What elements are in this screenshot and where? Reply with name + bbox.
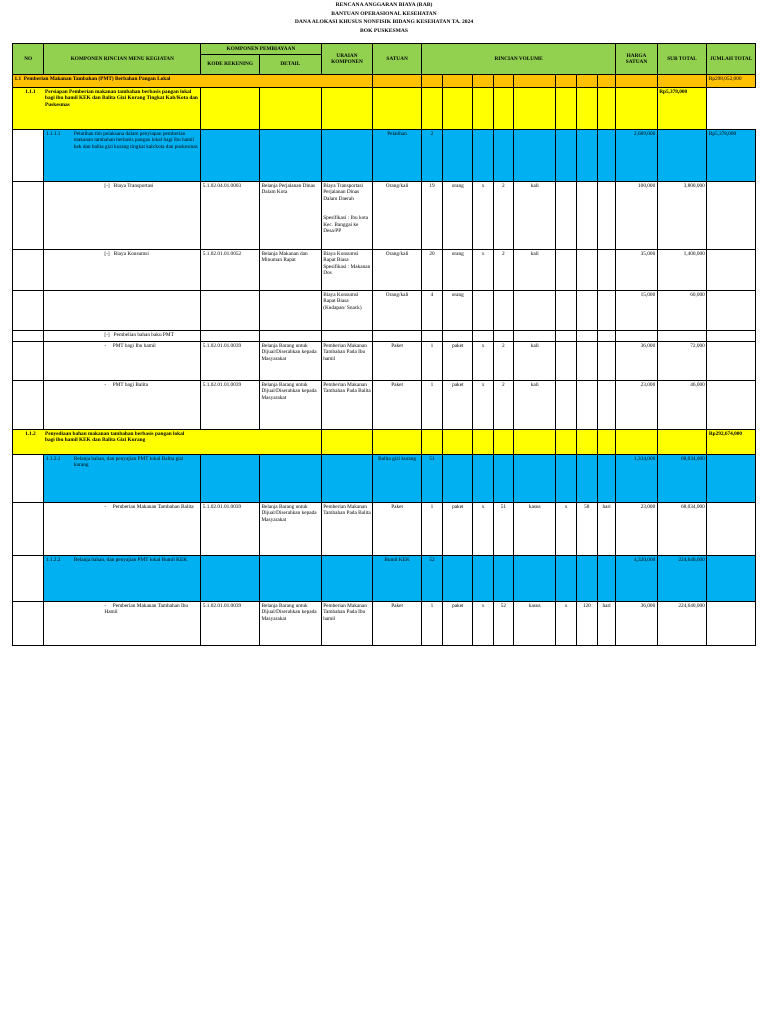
header-satuan: SATUAN [373,44,422,75]
row-title: PMT bagi Balita [112,382,148,388]
row-jumlah: Rp5,378,000 [707,130,756,182]
row-title: Pemberian Makanan Tambahan Balita [112,504,194,510]
row-x: x [473,182,493,250]
row-harga: 15,000 [616,291,657,331]
row-no: 1.1.2.2 [45,557,61,563]
title-line-4: BOK PUSKESMAS [359,27,409,34]
row-v2: 51 [493,503,513,556]
row-label [44,130,201,182]
row-jumlah: Rp298,052,000 [707,75,756,88]
uraian-line-1: Biaya Transportasi Perjalanan Dinas Dalam Daerah [323,183,364,202]
row-uraian: Pemberian Makanan Tambahan Pada Balita [321,381,373,430]
row-kode: 5.1.02.01.01.0039 [201,602,260,646]
row-title: Pelatihan tim pelaksana dalam penyiapan pemberian makanan tambahan berbasis pangan lokal bagi ibu hamil kek dan balita gizi kurang tingkat kab/kota dan puskesmas [73,131,198,150]
row-title: Persiapan Pemberian makanan tambahan berbasis pangan lokal bagi ibu hamil KEK dan Balita Gizi Kurang Tingkat Kab/Kota dan Puskesmas [45,89,198,108]
row-detail: Belanja Perjalanan Dinas Dalam Kota [259,182,321,250]
row-v3: 58 [576,503,597,556]
row-mark: - [104,504,107,510]
label-inner [46,456,199,469]
row-x2: x [556,503,576,556]
row-u1: paket [443,602,473,646]
row-no: 1.1.1.1 [45,131,61,137]
row-u2: kali [513,250,556,291]
row-label [13,88,201,130]
row-uraian: Pemberian Makanan Tambahan Pada Balita [321,503,373,556]
row-u2: kali [513,182,556,250]
row-v2: 2 [493,381,513,430]
table-row [13,88,756,130]
row-v3: 120 [576,602,597,646]
row-u2: kali [513,342,556,381]
row-mark: [-] [104,332,110,338]
row-volume: 2 [421,130,442,182]
row-title: Pembelian bahan baku PMT [113,332,174,338]
row-label [44,250,201,291]
row-harga: 1,334,000 [616,455,657,503]
row-v1: 1 [421,503,442,556]
row-harga: 100,000 [616,182,657,250]
table-row [13,331,756,342]
row-title: PMT bagi Ibu hamil [112,343,156,349]
row-no: 1.1.2 [25,431,36,437]
row-subtotal: 3,800,000 [657,182,707,250]
row-uraian: Biaya Konsumsi Rapat Biasa Spesifikasi : Makanan Dos [321,250,373,291]
row-harga: 35,000 [616,250,657,291]
row-subtotal: 224,640,000 [657,602,707,646]
row-label [44,342,201,381]
row-satuan: Paket [373,381,422,430]
label-inner [25,431,195,444]
row-no: 1.1 [14,76,22,82]
title-line-3: DANA ALOKASI KHUSUS NONFISIK BIDANG KESEHATAN TA. 2024 [294,19,474,25]
table-row [13,291,756,331]
row-v1: 19 [421,182,442,250]
row-volume: 51 [421,455,442,503]
row-harga: 36,000 [616,342,657,381]
row-mark: - [104,343,107,349]
table-row [13,182,756,250]
row-jumlah: Rp292,674,000 [707,430,756,455]
row-kode: 5.1.02.01.01.0039 [201,381,260,430]
row-detail: Belanja Barang untuk Dijual/Diserahkan kepada Masyarakat [259,602,321,646]
row-u2: kasus [513,503,556,556]
row-u3: hari [597,602,615,646]
row-v1: 1 [421,381,442,430]
row-title: Pemberian Makanan Tambahan (PMT) Berbahan Pangan Lokal [23,76,171,82]
row-kode: 5.1.02.01.01.0052 [201,250,260,291]
row-u1: orang [443,250,473,291]
row-u1: paket [443,381,473,430]
row-title: Belanja bahan, dan penyajian PMT lokal Balita gizi kurang [73,456,184,469]
row-x: x [473,602,493,646]
row-label [13,75,373,88]
row-mark: [-] [104,183,110,189]
row-v2: 2 [493,250,513,291]
header-kode-rekening: KODE REKENING [201,55,260,75]
row-v1: 1 [421,602,442,646]
header-no: NO [13,44,44,75]
row-v2: 2 [493,182,513,250]
title-line-1: RENCANA ANGGARAN BIAYA (RAB) [335,2,433,8]
table-row [13,381,756,430]
table-row [13,130,756,182]
row-subtotal: 72,000 [657,342,707,381]
row-u1: paket [443,503,473,556]
rab-table [12,43,756,646]
row-v2: 52 [493,602,513,646]
header-rincian-volume: RINCIAN VOLUME [421,44,615,75]
row-title: Biaya Konsumsi [113,251,149,257]
row-u1: paket [443,342,473,381]
row-uraian [321,182,373,250]
row-subtotal: 1,400,000 [657,250,707,291]
row-label [44,455,201,503]
header-jumlah-total: JUMLAH TOTAL [707,44,756,75]
row-subtotal: 68,034,000 [657,455,707,503]
row-harga: 23,000 [616,381,657,430]
label-inner [46,557,199,563]
row-subtotal: 46,000 [657,381,707,430]
row-satuan: Orang/kali [373,182,422,250]
row-kode: 5.1.02.01.01.0039 [201,342,260,381]
row-label [44,602,201,646]
row-u2: kali [513,381,556,430]
header-detail: DETAIL [259,55,321,75]
header-harga-satuan: HARGA SATUAN [616,44,657,75]
row-title: Belanja bahan, dan penyajian PMT lokal Bumil KEK [73,557,188,563]
table-row [13,503,756,556]
row-label [44,331,201,342]
header-komponen: KOMPONEN RINCIAN MENU KEGIATAN [44,44,201,75]
row-subtotal: 60,000 [657,291,707,331]
row-u1: orang [443,182,473,250]
row-satuan: Balita gizi kurang [373,455,422,503]
row-jumlah: Rp5,378,000 [657,88,707,130]
header-pembiayaan: KOMPONEN PEMBIAYAAN [201,44,321,55]
row-satuan: Bumil KEK [373,556,422,602]
row-harga: 36,000 [616,602,657,646]
row-detail: Belanja Barang untuk Dijual/Diserahkan kepada Masyarakat [259,381,321,430]
row-v2: 2 [493,342,513,381]
title-block [0,1,768,35]
row-harga: 4,320,000 [616,556,657,602]
row-v1: 20 [421,250,442,291]
row-uraian: Pemberian Makanan Tambahan Pada Ibu hamil [321,342,373,381]
row-mark: - [104,382,107,388]
table-row [13,250,756,291]
row-uraian: Biaya Konsumsi Rapat Biasa (Kudapan/ Snack) [321,291,373,331]
row-label [44,182,201,250]
table-row [13,602,756,646]
row-satuan: Paket [373,342,422,381]
table-row [13,342,756,381]
table-row [13,75,756,88]
row-harga: 23,000 [616,503,657,556]
title-line-2: BANTUAN OPERASIONAL KESEHATAN [331,10,437,17]
row-label [13,430,322,455]
row-title: Biaya Transportasi [113,183,154,189]
row-satuan: Orang/kali [373,291,422,331]
row-x: x [473,381,493,430]
row-subtotal: 68,034,000 [657,503,707,556]
label-inner [25,89,199,108]
row-kode: 5.1.02.01.01.0039 [201,503,260,556]
header-uraian: URAIAN KOMPONEN [321,44,373,75]
uraian-line-2: Spesifikasi : Ibu kota Kec. Banggai ke Desa/PP [323,215,369,235]
row-no: 1.1.2.1 [45,456,61,462]
row-harga: 2,689,000 [616,130,657,182]
row-x: x [473,342,493,381]
row-mark: - [104,603,107,609]
row-x: x [473,250,493,291]
row-label [44,503,201,556]
row-uraian: Pemberian Makanan Tambahan Pada Ibu hamil [321,602,373,646]
row-mark: [-] [104,251,110,257]
row-label [44,381,201,430]
row-v1: 4 [421,291,442,331]
row-detail: Belanja Barang untuk Dijual/Diserahkan kepada Masyarakat [259,342,321,381]
table-row [13,455,756,503]
row-u3: hari [597,503,615,556]
row-volume: 52 [421,556,442,602]
row-u2: kasus [513,602,556,646]
row-u1: orang [443,291,473,331]
row-satuan: Paket [373,503,422,556]
label-inner [46,131,199,150]
row-detail: Belanja Makanan dan Minuman Rapat [259,250,321,291]
row-detail: Belanja Barang untuk Dijual/Diserahkan kepada Masyarakat [259,503,321,556]
row-satuan: Orang/kali [373,250,422,291]
row-satuan: Pelatihan [373,130,422,182]
row-title: Pemberian Makanan Tambahan Ibu Hamil [104,603,189,616]
row-kode: 5.1.02.04.01.0003 [201,182,260,250]
table-row [13,556,756,602]
row-x: x [473,503,493,556]
row-title: Penyediaan bahan makanan tambahan berbasis pangan lokal bagi ibu hamil KEK dan Balita Gizi Kurang [45,431,185,444]
row-no: 1.1.1 [25,89,36,95]
row-satuan: Paket [373,602,422,646]
row-label [44,556,201,602]
row-subtotal: 224,640,000 [657,556,707,602]
row-x2: x [556,602,576,646]
header-row-1 [13,44,756,55]
header-sub-total: SUB TOTAL [657,44,707,75]
table-row [13,430,756,455]
row-v1: 1 [421,342,442,381]
